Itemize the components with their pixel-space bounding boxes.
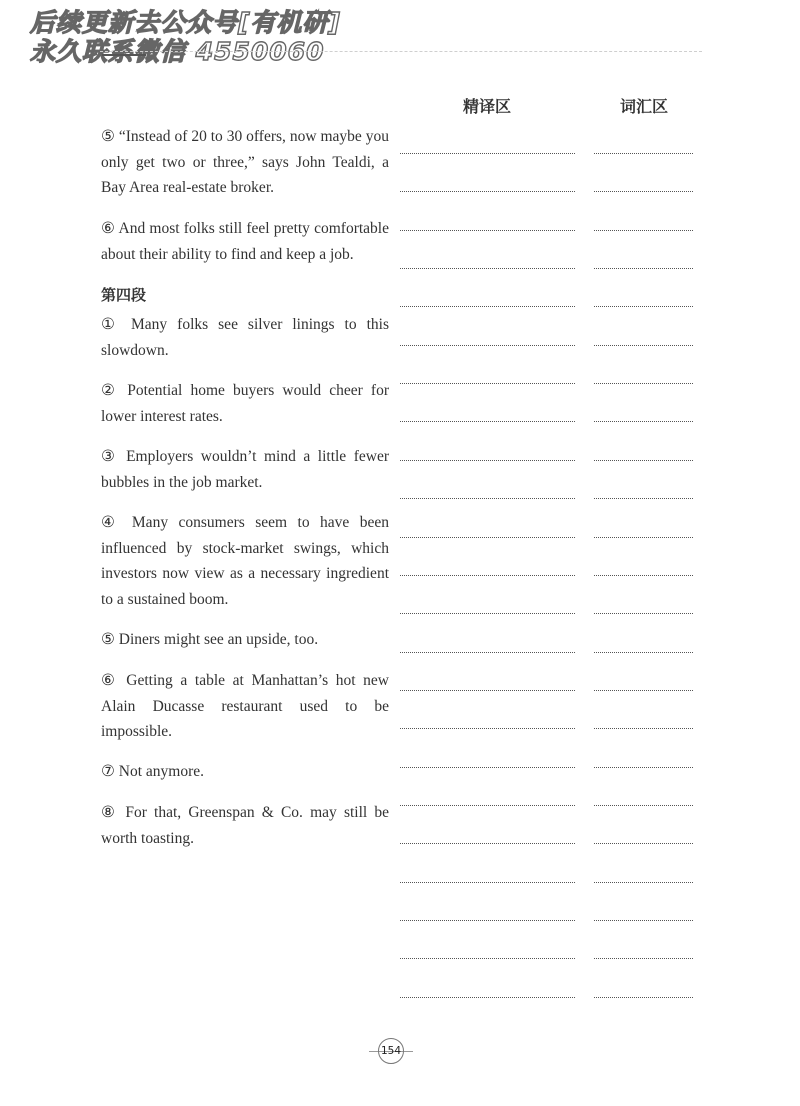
- watermark-line-1: 后续更新去公众号[有机研]: [30, 8, 341, 37]
- vocabulary-line[interactable]: [594, 805, 693, 806]
- vocabulary-line[interactable]: [594, 230, 693, 231]
- sentence-p3-5: ⑤ “Instead of 20 to 30 offers, now maybe you only get two or three,” says John Tealdi, a Bay Area real-estate broker.: [101, 128, 389, 196]
- vocabulary-line[interactable]: [594, 882, 693, 883]
- sentence-p4-5: ⑤ Diners might see an upside, too.: [101, 631, 319, 648]
- sentence-p4-7: ⑦ Not anymore.: [101, 763, 204, 780]
- page-number: 154: [378, 1038, 404, 1064]
- watermark: [30, 8, 350, 66]
- vocabulary-line[interactable]: [594, 383, 693, 384]
- translation-line[interactable]: [400, 306, 575, 307]
- sentence-p4-8: ⑧ For that, Greenspan & Co. may still be worth toasting.: [101, 804, 389, 847]
- sentence-p4-4: ④ Many consumers seem to have been influenced by stock-market swings, which investors now view as a necessary ingredient to a sustained boom.: [101, 514, 389, 608]
- vocabulary-line[interactable]: [594, 153, 693, 154]
- sentence-p4-6: ⑥ Getting a table at Manhattan’s hot new Alain Ducasse restaurant used to be impossible.: [101, 672, 389, 740]
- vocabulary-line[interactable]: [594, 690, 693, 691]
- vocabulary-line[interactable]: [594, 767, 693, 768]
- translation-line[interactable]: [400, 613, 575, 614]
- section-title: 第四段: [101, 286, 147, 304]
- header-rule: [100, 51, 702, 52]
- translation-line[interactable]: [400, 268, 575, 269]
- vocabulary-line[interactable]: [594, 498, 693, 499]
- vocabulary-line[interactable]: [594, 920, 693, 921]
- vocabulary-line[interactable]: [594, 306, 693, 307]
- watermark-line-2: 永久联系微信 4550060: [30, 37, 325, 66]
- translation-line[interactable]: [400, 728, 575, 729]
- sentence-p4-3: ③ Employers wouldn’t mind a little fewer bubbles in the job market.: [101, 448, 389, 491]
- vocabulary-column-heading: 词汇区: [620, 97, 669, 116]
- vocabulary-line[interactable]: [594, 575, 693, 576]
- translation-line[interactable]: [400, 652, 575, 653]
- header-tab: [102, 44, 146, 56]
- translation-line[interactable]: [400, 690, 575, 691]
- translation-line[interactable]: [400, 421, 575, 422]
- vocabulary-line[interactable]: [594, 191, 693, 192]
- translation-column-heading: 精译区: [463, 97, 512, 116]
- sentence-p3-6: ⑥ And most folks still feel pretty comfortable about their ability to find and keep a job.: [101, 220, 389, 263]
- vocabulary-line[interactable]: [594, 843, 693, 844]
- translation-line[interactable]: [400, 997, 575, 998]
- translation-line[interactable]: [400, 537, 575, 538]
- vocabulary-line[interactable]: [594, 460, 693, 461]
- translation-line[interactable]: [400, 498, 575, 499]
- translation-line[interactable]: [400, 805, 575, 806]
- translation-line[interactable]: [400, 920, 575, 921]
- vocabulary-line[interactable]: [594, 537, 693, 538]
- translation-line[interactable]: [400, 843, 575, 844]
- sentence-p4-1: ① Many folks see silver linings to this slowdown.: [101, 316, 389, 359]
- vocabulary-line[interactable]: [594, 421, 693, 422]
- vocabulary-line[interactable]: [594, 652, 693, 653]
- translation-line[interactable]: [400, 767, 575, 768]
- vocabulary-line[interactable]: [594, 613, 693, 614]
- vocabulary-line[interactable]: [594, 268, 693, 269]
- sentence-p4-2: ② Potential home buyers would cheer for lower interest rates.: [101, 382, 389, 425]
- translation-line[interactable]: [400, 383, 575, 384]
- translation-line[interactable]: [400, 460, 575, 461]
- translation-line[interactable]: [400, 882, 575, 883]
- vocabulary-line[interactable]: [594, 958, 693, 959]
- translation-line[interactable]: [400, 230, 575, 231]
- translation-line[interactable]: [400, 575, 575, 576]
- vocabulary-line[interactable]: [594, 997, 693, 998]
- translation-line[interactable]: [400, 345, 575, 346]
- translation-line[interactable]: [400, 153, 575, 154]
- vocabulary-line[interactable]: [594, 345, 693, 346]
- translation-line[interactable]: [400, 191, 575, 192]
- vocabulary-line[interactable]: [594, 728, 693, 729]
- translation-line[interactable]: [400, 958, 575, 959]
